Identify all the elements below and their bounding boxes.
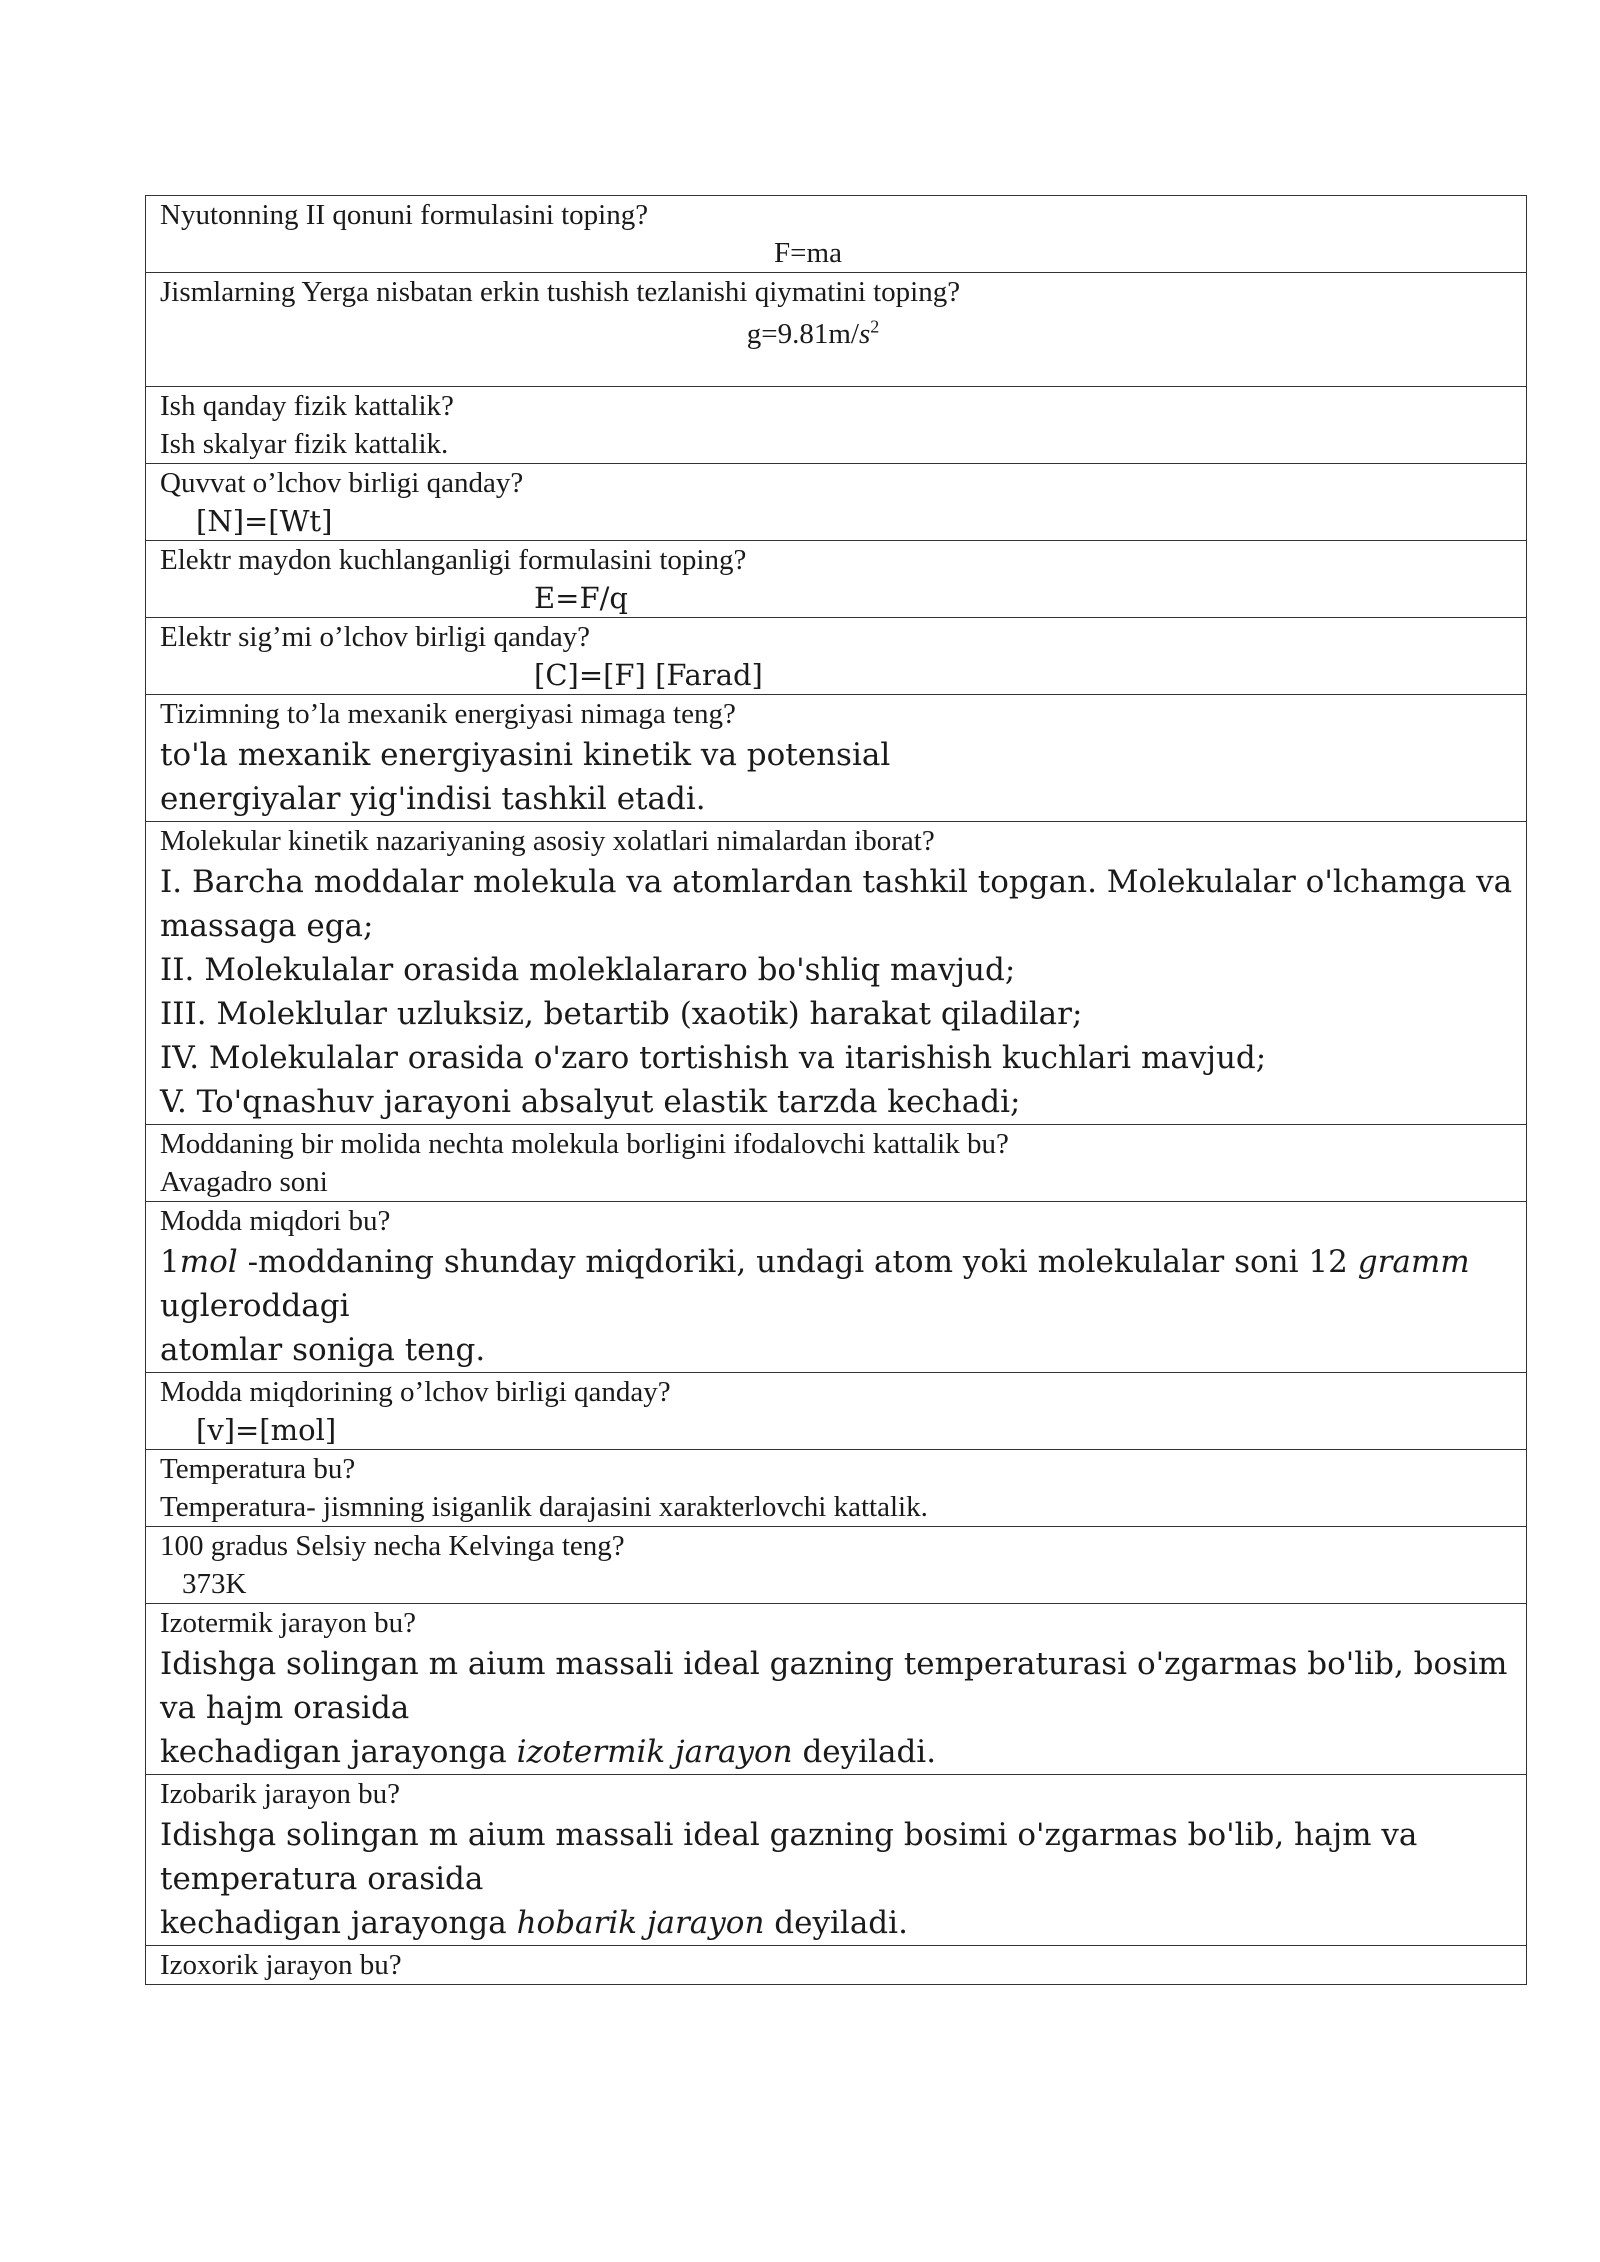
answer-line: Idishga solingan m aium massali ideal gazning bosimi o'zgarmas bo'lib, hajm va — [160, 1817, 1418, 1853]
table-row — [146, 464, 1526, 541]
answer-text: deyiladi. — [764, 1905, 908, 1941]
answer-formula: g=9.81m/ — [746, 318, 859, 350]
answer: E=F/q — [534, 581, 628, 615]
answer-line — [160, 1730, 1526, 1774]
table-row — [146, 196, 1526, 273]
table-row — [146, 1202, 1526, 1373]
answer-line: temperatura orasida — [160, 1861, 484, 1897]
table-row — [146, 387, 1526, 464]
answer-unit: gramm — [1357, 1244, 1470, 1280]
question: Izoxorik jarayon bu? — [160, 1949, 402, 1981]
table-row — [146, 1527, 1526, 1604]
question: Tizimning to’la mexanik energiyasi nimaga teng? — [160, 698, 736, 730]
answer-variable: s — [858, 318, 871, 350]
answer-line — [160, 1901, 1526, 1945]
question: Ish qanday fizik kattalik? — [160, 390, 454, 422]
question: Molekular kinetik nazariyaning asosiy xolatlari nimalardan iborat? — [160, 825, 935, 857]
answer-line: IV. Molekulalar orasida o'zaro tortishish va itarishish kuchlari mavjud; — [160, 1040, 1267, 1076]
question: Modda miqdorining o’lchov birligi qanday? — [160, 1376, 671, 1408]
question: Moddaning bir molida nechta molekula borligini ifodalovchi kattalik bu? — [160, 1128, 1009, 1160]
table-row — [146, 1946, 1526, 1984]
answer-text: -moddaning shunday miqdoriki, undagi atom yoki molekulalar soni 12 — [237, 1244, 1358, 1280]
table-row — [146, 822, 1526, 1125]
answer-line: to'la mexanik energiyasini kinetik va potensial — [160, 737, 891, 773]
answer-term: hobarik jarayon — [516, 1905, 765, 1941]
question: Jismlarning Yerga nisbatan erkin tushish tezlanishi qiymatini toping? — [160, 276, 961, 308]
table-row — [146, 273, 1526, 387]
answer-line: massaga ega; — [160, 908, 374, 944]
question: Modda miqdori bu? — [160, 1205, 391, 1237]
table-row — [146, 1450, 1526, 1527]
question: Izobarik jarayon bu? — [160, 1778, 400, 1810]
answer-number: 1 — [160, 1244, 180, 1280]
question: Izotermik jarayon bu? — [160, 1607, 417, 1639]
table-row — [146, 618, 1526, 695]
question: Nyutonning II qonuni formulasini toping? — [160, 199, 649, 231]
qa-table — [145, 195, 1527, 1985]
answer-exponent: 2 — [870, 316, 880, 337]
table-row — [146, 1125, 1526, 1202]
answer: F=ma — [774, 237, 842, 269]
table-row — [146, 1604, 1526, 1775]
answer-unit: mol — [179, 1244, 238, 1280]
answer-line: Idishga solingan m aium massali ideal gazning temperaturasi o'zgarmas bo'lib, bosim — [160, 1646, 1508, 1682]
answer-line — [160, 1240, 1526, 1284]
answer: Ish skalyar fizik kattalik. — [160, 428, 449, 460]
answer-line: III. Moleklular uzluksiz, betartib (xaotik) harakat qiladilar; — [160, 996, 1083, 1032]
question: Elektr maydon kuchlanganligi formulasini toping? — [160, 544, 747, 576]
answer: Avagadro soni — [160, 1166, 328, 1198]
table-row — [146, 695, 1526, 822]
question: Temperatura bu? — [160, 1453, 356, 1485]
answer: Temperatura- jismning isiganlik darajasini xarakterlovchi kattalik. — [160, 1491, 928, 1523]
answer-line: V. To'qnashuv jarayoni absalyut elastik tarzda kechadi; — [160, 1084, 1021, 1120]
table-row — [146, 1775, 1526, 1946]
question: Quvvat o’lchov birligi qanday? — [160, 467, 524, 499]
answer: 373K — [182, 1568, 247, 1600]
question: Elektr sig’mi o’lchov birligi qanday? — [160, 621, 591, 653]
answer-term: izotermik jarayon — [516, 1734, 793, 1770]
answer: [N]=[Wt] — [196, 504, 333, 538]
answer-text: kechadigan jarayonga — [160, 1905, 517, 1941]
answer-text: deyiladi. — [792, 1734, 937, 1770]
answer-line: va hajm orasida — [160, 1690, 410, 1726]
answer: [v]=[mol] — [196, 1413, 337, 1447]
table-row — [146, 541, 1526, 618]
answer-line: energiyalar yig'indisi tashkil etadi. — [160, 781, 706, 817]
answer-line: I. Barcha moddalar molekula va atomlardan tashkil topgan. Molekulalar o'lchamga va — [160, 864, 1513, 900]
answer-line: II. Molekulalar orasida moleklalararo bo'shliq mavjud; — [160, 952, 1016, 988]
table-row — [146, 1373, 1526, 1450]
question: 100 gradus Selsiy necha Kelvinga teng? — [160, 1530, 625, 1562]
answer — [160, 315, 1526, 353]
answer: [C]=[F] [Farad] — [534, 658, 763, 692]
answer-line: ugleroddagi — [160, 1288, 350, 1324]
answer-line: atomlar soniga teng. — [160, 1332, 486, 1368]
answer-text: kechadigan jarayonga — [160, 1734, 517, 1770]
